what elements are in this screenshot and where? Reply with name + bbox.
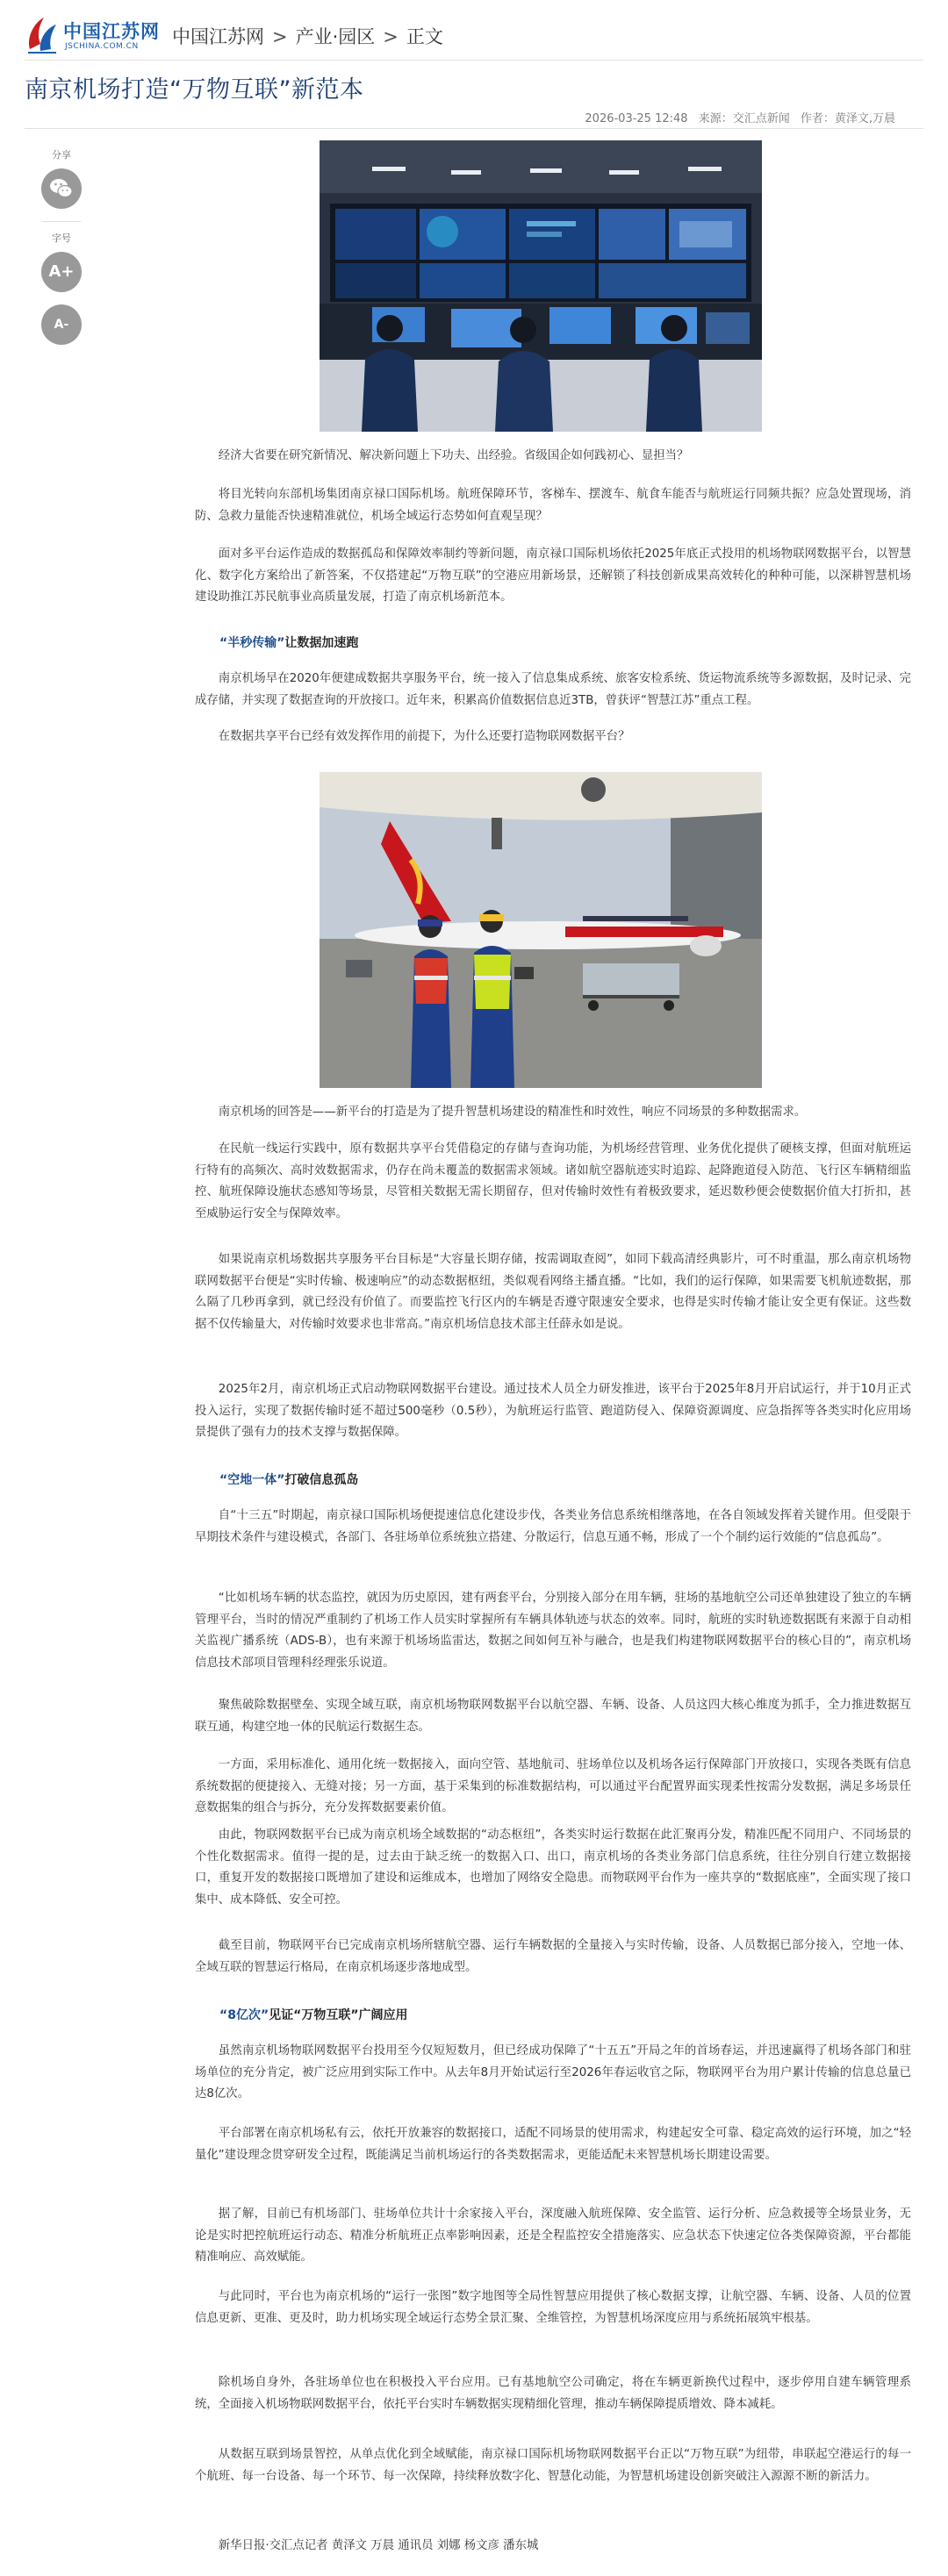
article-paragraph: 自“十三五”时期起，南京禄口国际机场便提速信息化建设步伐，各类业务信息系统相继落地，在各自领域发挥着关键作用。但受限于早期技术条件与建设模式，各部门、各驻场单位系统独立搭建、分散运行，信息互通不畅，形成了一个个制约运行效能的“信息孤岛”。 — [195, 1509, 911, 1544]
site-header — [0, 0, 948, 68]
wechat-icon — [41, 168, 82, 209]
article-tools — [37, 147, 86, 345]
section-heading-quote: “半秒传输” — [219, 636, 285, 650]
logo-name: 中国江苏网 — [63, 21, 160, 42]
wechat-share-button[interactable] — [41, 168, 82, 209]
font-decrease-icon: A- — [54, 318, 69, 332]
breadcrumb — [172, 23, 443, 49]
article-paragraph: 如果说南京机场数据共享服务平台目标是“大容量长期存储，按需调取查阅”，如同下载高清经典影片，可不时重温，那么南京机场物联网数据平台便是“实时传输、极速响应”的动态数据枢纽，类似观看网络主播直播。“比如，我们的运行保障，如果需要飞机航迹数据，那么隔了几秒再拿到，就已经没有价值了。而要监控飞行区内的车辆是否遵守限速安全要求，也得是实时传输才能让安全更有保证。这些数据不仅传输量大，对传输时效要求也非常高。”南京机场信息技术部主任薛永如是说。 — [195, 1253, 911, 1331]
apron-workers-photo — [320, 772, 762, 1088]
font-decrease-button[interactable] — [41, 304, 82, 345]
article-paragraph: 将目光转向东部机场集团南京禄口国际机场。航班保障环节，客梯车、摆渡车、航食车能否与航班运行同频共振？应急处置现场，消防、急救力量能否快速精准就位，机场全域运行态势如何直观呈现？ — [195, 488, 911, 523]
article-paragraph: 截至目前，物联网平台已完成南京机场所辖航空器、运行车辆数据的全量接入与实时传输，设备、人员数据已部分接入，空地一体、全域互联的智慧运行格局，在南京机场逐步落地成型。 — [195, 1939, 911, 1974]
breadcrumb-section[interactable]: 产业·园区 — [295, 26, 376, 47]
article-paragraph: 除机场自身外，各驻场单位也在积极投入平台应用。已有基地航空公司确定，将在车辆更新换代过程中，逐步停用自建车辆管理系统，全面接入机场物联网数据平台，依托平台实时车辆数据实现精细化管理，推动车辆保障提质增效、降本减耗。 — [195, 2376, 911, 2411]
apron-illustration — [320, 772, 762, 1088]
article-paragraph: 南京机场早在2020年便建成数据共享服务平台，统一接入了信息集成系统、旅客安检系统、货运物流系统等多源数据，及时记录、完成存储，并实现了数据查询的开放接口。近年来，积累高价值数据信息近3TB，曾获评“智慧江苏”重点工程。 — [195, 672, 911, 707]
article-date: 2026-03-25 12:48 — [585, 112, 688, 125]
font-increase-button[interactable] — [41, 252, 82, 292]
article-paragraph: 虽然南京机场物联网数据平台投用至今仅短短数月，但已经成功保障了“十五五”开局之年的首场春运，并迅速赢得了机场各部门和驻场单位的充分肯定，被广泛应用到实际工作中。从去年8月开始试运行至2026年春运收官之际，物联网平台为用户累计传输的信息总量已达8亿次。 — [195, 2044, 911, 2101]
section-heading-text: 见证“万物互联”广阔应用 — [269, 2008, 408, 2022]
article-paragraph: 由此，物联网数据平台已成为南京机场全域数据的“动态枢纽”，各类实时运行数据在此汇聚再分发，精准匹配不同用户、不同场景的个性化数据需求。值得一提的是，过去由于缺乏统一的数据入口、出口，南京机场的各类业务部门信息系统，往往分别自行建立数据接口，重复开发的数据接口既增加了建设和运维成本，也增加了网络安全隐患。而物联网平台作为一座共享的“数据底座”，全面实现了接口集中、成本降低、安全可控。 — [195, 1828, 911, 1907]
article-paragraph: 在数据共享平台已经有效发挥作用的前提下，为什么还要打造物联网数据平台？ — [218, 730, 630, 743]
article-paragraph: 南京机场的回答是——新平台的打造是为了提升智慧机场建设的精准性和时效性，响应不同场景的多种数据需求。 — [218, 1106, 807, 1119]
font-increase-icon: A+ — [48, 262, 75, 281]
section-heading-text: 打破信息孤岛 — [284, 1473, 359, 1487]
article-paragraph: 与此同时，平台也为南京机场的“运行一张图”数字地图等全局性智慧应用提供了核心数据支撑，让航空器、车辆、设备、人员的位置信息更新、更准、更及时，助力机场实现全域运行态势全景汇聚、全维管控，为智慧机场深度应用与系统拓展筑牢根基。 — [195, 2290, 911, 2325]
breadcrumb-separator: > — [383, 26, 399, 47]
section-heading-quote: “8亿次” — [219, 2008, 269, 2022]
section-heading-text: 让数据加速跑 — [284, 636, 359, 650]
font-size-label: 字号 — [52, 233, 71, 244]
section-heading — [195, 633, 911, 651]
site-logo[interactable] — [25, 12, 160, 58]
article-paragraph: “比如机场车辆的状态监控，就因为历史原因，建有两套平台，分别接入部分在用车辆，驻场的基地航空公司还单独建设了独立的车辆管理平台，当时的情况严重制约了机场工作人员实时掌握所有车辆具体轨迹与状态的效率。同时，航班的实时轨迹数据既有来源于自动相关监视广播系统（ADS-B），也有来源于机场场监雷达，数据之间如何互补与融合，也是我们构建物联网数据平台的核心目的”，南京机场信息技术部项目管理科经理张乐说道。 — [195, 1592, 911, 1670]
article-paragraph: 面对多平台运作造成的数据孤岛和保障效率制约等新问题，南京禄口国际机场依托2025年底正式投用的机场物联网数据平台，以智慧化、数字化方案给出了新答案，不仅搭建起“万物互联”的空港应用新场景，还解锁了科技创新成果高效转化的种种可能，以深耕智慧机场建设助推江苏民航事业高质量发展，打造了南京机场新范本。 — [195, 547, 911, 605]
article-paragraph: 据了解，目前已有机场部门、驻场单位共计十余家接入平台，深度融入航班保障、安全监管、运行分析、应急救援等全场景业务，无论是实时把控航班运行动态、精准分析航班正点率影响因素，还是全程监控安全措施落实、应急状态下快速定位各类保障资源，平台都能精准响应、高效赋能。 — [195, 2207, 911, 2265]
breadcrumb-current: 正文 — [406, 26, 443, 47]
article-source: 来源：交汇点新闻 — [698, 112, 790, 125]
logo-url: JSCHINA.COM.CN — [65, 42, 139, 51]
article-paragraph: 2025年2月，南京机场正式启动物联网数据平台建设。通过技术人员全力研发推进，该平台于2025年8月开启试运行，并于10月正式投入运行，实现了数据传输时延不超过500毫秒（0.5秒），为航班运行监管、跑道防侵入、保障资源调度、应急指挥等各类实时化应用场景提供了强有力的技术支撑与数据保障。 — [195, 1383, 911, 1440]
logo-icon — [25, 14, 60, 54]
breadcrumb-home[interactable]: 中国江苏网 — [172, 26, 264, 47]
article-paragraph: 一方面，采用标准化、通用化统一数据接入，面向空管、基地航司、驻场单位以及机场各运行保障部门开放接口，实现各类既有信息系统数据的便捷接入、无缝对接；另一方面，基于采集到的标准数据结构，可以通过平台配置界面实现柔性按需分发数据，满足多场景任意数据集的组合与拆分，充分发挥数据要素价值。 — [195, 1758, 911, 1815]
article-paragraph: 聚焦破除数据壁垒、实现全域互联，南京机场物联网数据平台以航空器、车辆、设备、人员这四大核心维度为抓手，全力推进数据互联互通，构建空地一体的民航运行数据生态。 — [195, 1699, 911, 1734]
article-byline: 新华日报·交汇点记者 黄泽文 万晨 通讯员 刘娜 杨文彦 潘东城 — [218, 2539, 539, 2552]
title-divider — [25, 128, 923, 129]
article-paragraph: 在民航一线运行实践中，原有数据共享平台凭借稳定的存储与查询功能，为机场经营管理、业务优化提供了硬核支撑，但面对航班运行特有的高频次、高时效数据需求，仍存在尚未覆盖的数据需求领域。诸如航空器航迹实时追踪、起降跑道侵入防范、飞行区车辆精细监控、航班保障设施状态感知等场景，尽管相关数据无需长期留存，但对传输时效性有着极致要求，延迟数秒便会使数据价值大打折扣，甚至威胁运行安全与保障效率。 — [195, 1142, 911, 1220]
control-room-photo — [320, 140, 762, 432]
share-label: 分享 — [52, 149, 71, 161]
article-paragraph: 经济大省要在研究新情况、解决新问题上下功夫、出经验。省级国企如何践初心、显担当？ — [218, 449, 689, 462]
article-author: 作者：黄泽文,万晨 — [800, 112, 895, 125]
tools-divider — [42, 221, 81, 222]
article-paragraph: 平台部署在南京机场私有云，依托开放兼容的数据接口，适配不同场景的使用需求，构建起安全可靠、稳定高效的运行环境，加之“轻量化”建设理念贯穿研发全过程，既能满足当前机场运行的各类数据需求，更能适配未来智慧机场长期建设需要。 — [195, 2127, 911, 2162]
article-title: 南京机场打造“万物互联”新范本 — [25, 76, 364, 104]
section-heading — [195, 2006, 911, 2023]
control-room-illustration — [320, 140, 762, 432]
header-divider — [25, 60, 923, 61]
article-meta — [578, 109, 895, 125]
section-heading-quote: “空地一体” — [219, 1473, 285, 1487]
section-heading — [195, 1470, 911, 1488]
article-paragraph: 从数据互联到场景智控，从单点优化到全域赋能，南京禄口国际机场物联网数据平台正以“万物互联”为纽带，串联起空港运行的每一个航班、每一台设备、每一个环节、每一次保障，持续释放数字化、智慧化动能，为智慧机场建设创新突破注入源源不断的新活力。 — [195, 2448, 911, 2483]
breadcrumb-separator: > — [272, 26, 288, 47]
